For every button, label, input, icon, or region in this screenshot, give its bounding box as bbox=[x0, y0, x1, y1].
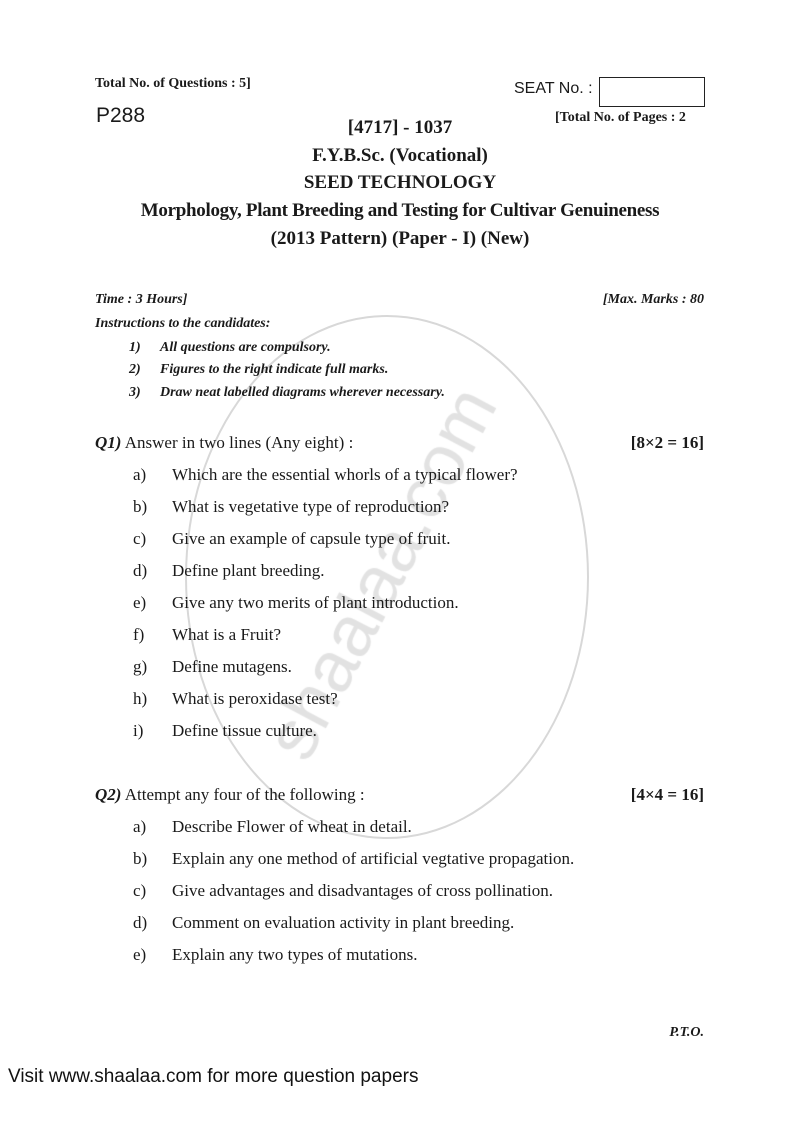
item-text: Explain any two types of mutations. bbox=[172, 945, 418, 964]
question-item bbox=[133, 913, 514, 933]
pattern: (2013 Pattern) (Paper - I) (New) bbox=[270, 228, 530, 249]
instruction bbox=[129, 362, 388, 378]
item-letter: i) bbox=[133, 721, 144, 740]
seat-label: SEAT No. : bbox=[514, 80, 593, 97]
item-text: Describe Flower of wheat in detail. bbox=[172, 817, 412, 836]
item-letter: g) bbox=[133, 657, 148, 676]
q2-marks: [4×4 = 16] bbox=[630, 785, 704, 804]
instruction-text: Draw neat labelled diagrams wherever necessary. bbox=[160, 385, 445, 400]
q1-marks: [8×2 = 16] bbox=[630, 433, 704, 452]
question-item bbox=[133, 881, 553, 901]
item-text: Give any two merits of plant introduction. bbox=[172, 593, 459, 612]
item-letter: d) bbox=[133, 561, 148, 580]
time: Time : 3 Hours] bbox=[95, 292, 188, 307]
q1-number: Q1) bbox=[95, 433, 122, 452]
total-pages: [Total No. of Pages : 2 bbox=[555, 110, 686, 125]
question-item bbox=[133, 817, 412, 837]
exam-code: [4717] - 1037 bbox=[347, 117, 453, 138]
item-letter: b) bbox=[133, 849, 148, 868]
item-text: What is a Fruit? bbox=[172, 625, 282, 644]
subject-name: SEED TECHNOLOGY bbox=[303, 172, 497, 193]
max-marks: [Max. Marks : 80 bbox=[602, 292, 704, 307]
item-letter: c) bbox=[133, 881, 147, 900]
q1-heading bbox=[95, 433, 353, 453]
paper-title: Morphology, Plant Breeding and Testing for Cultivar Genuineness bbox=[140, 200, 660, 221]
q2-heading bbox=[95, 785, 365, 805]
question-item bbox=[133, 529, 451, 549]
q1-text: Answer in two lines (Any eight) : bbox=[124, 433, 354, 452]
question-item bbox=[133, 689, 338, 709]
instruction-number: 2) bbox=[129, 362, 141, 377]
instructions-title: Instructions to the candidates: bbox=[95, 316, 271, 331]
seat-number-box[interactable] bbox=[599, 77, 705, 107]
question-item bbox=[133, 657, 292, 677]
question-item bbox=[133, 497, 449, 517]
item-letter: d) bbox=[133, 913, 148, 932]
paper-code: P288 bbox=[96, 104, 146, 127]
item-letter: e) bbox=[133, 945, 147, 964]
item-text: Define plant breeding. bbox=[172, 561, 325, 580]
item-text: Give advantages and disadvantages of cross pollination. bbox=[172, 881, 553, 900]
item-letter: a) bbox=[133, 817, 147, 836]
item-letter: c) bbox=[133, 529, 147, 548]
instruction-text: Figures to the right indicate full marks. bbox=[160, 362, 389, 377]
course-name: F.Y.B.Sc. (Vocational) bbox=[312, 145, 488, 166]
item-letter: h) bbox=[133, 689, 148, 708]
q2-text: Attempt any four of the following : bbox=[124, 785, 365, 804]
item-text: Which are the essential whorls of a typical flower? bbox=[172, 465, 518, 484]
footer-link[interactable]: Visit www.shaalaa.com for more question papers bbox=[8, 1066, 419, 1087]
instruction-number: 1) bbox=[129, 340, 141, 355]
total-questions: Total No. of Questions : 5] bbox=[95, 76, 251, 91]
item-letter: f) bbox=[133, 625, 145, 644]
instruction bbox=[129, 385, 445, 401]
question-item bbox=[133, 593, 459, 613]
item-text: Comment on evaluation activity in plant breeding. bbox=[172, 913, 515, 932]
question-item bbox=[133, 465, 518, 485]
item-text: What is peroxidase test? bbox=[172, 689, 338, 708]
item-text: What is vegetative type of reproduction? bbox=[172, 497, 450, 516]
question-item bbox=[133, 945, 418, 965]
question-item bbox=[133, 849, 574, 869]
item-text: Define tissue culture. bbox=[172, 721, 317, 740]
instruction-text: All questions are compulsory. bbox=[160, 340, 331, 355]
item-text: Define mutagens. bbox=[172, 657, 292, 676]
instruction-number: 3) bbox=[129, 385, 141, 400]
question-item bbox=[133, 721, 317, 741]
q2-number: Q2) bbox=[95, 785, 122, 804]
pto: P.T.O. bbox=[669, 1025, 704, 1040]
question-item bbox=[133, 561, 324, 581]
item-letter: a) bbox=[133, 465, 147, 484]
question-item bbox=[133, 625, 281, 645]
instruction bbox=[129, 340, 331, 356]
item-text: Give an example of capsule type of fruit. bbox=[172, 529, 451, 548]
item-letter: b) bbox=[133, 497, 148, 516]
item-letter: e) bbox=[133, 593, 147, 612]
item-text: Explain any one method of artificial vegtative propagation. bbox=[172, 849, 575, 868]
